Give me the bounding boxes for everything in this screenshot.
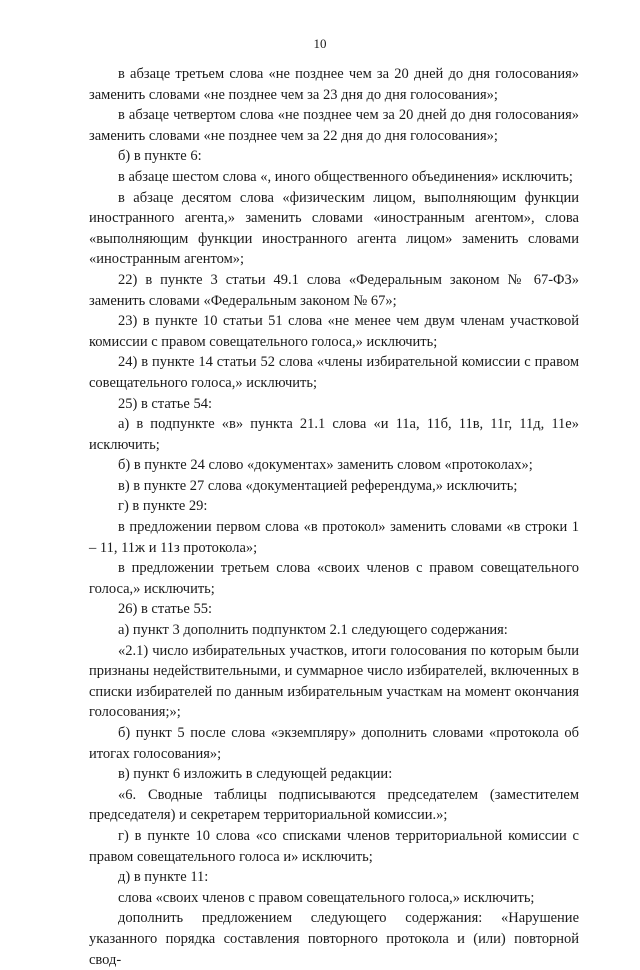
document-body: [89, 64, 579, 970]
paragraph: г) в пункте 29:: [118, 498, 208, 515]
paragraph: в абзаце десятом слова «физическим лицом, выполняющим функции иностранного агента,» заменить словами «иностранным агентом», слова «выполняющим функции иностранного агента лицом» заменить словами «иностранным агентом»;: [89, 189, 579, 268]
paragraph: в) пункт 6 изложить в следующей редакции:: [118, 766, 393, 783]
paragraph: б) в пункте 6:: [118, 148, 202, 165]
paragraph: «6. Сводные таблицы подписываются председателем (заместителем председателя) и секретарем территориальной комиссии.»;: [89, 786, 579, 824]
paragraph: в предложении третьем слова «своих членов с правом совещательного голоса,» исключить;: [89, 560, 579, 597]
paragraph: 26) в статье 55:: [118, 601, 212, 618]
paragraph: дополнить предложением следующего содержания: «Нарушение указанного порядка составления повторного протокола и (или) повторной свод-: [89, 910, 579, 968]
paragraph: в абзаце третьем слова «не позднее чем за 20 дней до дня голосования» заменить словами «не позднее чем за 23 дня до дня голосования»;: [89, 66, 579, 103]
paragraph: 24) в пункте 14 статьи 52 слова «члены избирательной комиссии с правом совещательного голоса,» исключить;: [89, 354, 579, 391]
paragraph: б) в пункте 24 слово «документах» заменить словом «протоколах»;: [118, 457, 533, 474]
paragraph: слова «своих членов с правом совещательного голоса,» исключить;: [118, 889, 535, 906]
paragraph: 23) в пункте 10 статьи 51 слова «не менее чем двум членам участковой комиссии с правом совещательного голоса,» исключить;: [89, 313, 579, 350]
paragraph: б) пункт 5 после слова «экземпляру» дополнить словами «протокола об итогах голосования»;: [89, 725, 579, 762]
paragraph: г) в пункте 10 слова «со списками членов территориальной комиссии с правом совещательного голоса и» исключить;: [89, 827, 579, 865]
paragraph: в абзаце четвертом слова «не позднее чем за 20 дней до дня голосования» заменить словами «не позднее чем за 22 дня до дня голосования»;: [89, 107, 579, 144]
paragraph: 25) в статье 54:: [118, 395, 212, 412]
paragraph: а) пункт 3 дополнить подпунктом 2.1 следующего содержания:: [118, 622, 508, 639]
paragraph: в предложении первом слова «в протокол» заменить словами «в строки 1 – 11, 11ж и 11з протокола»;: [89, 519, 579, 556]
paragraph: 22) в пункте 3 статьи 49.1 слова «Федеральным законом № 67-ФЗ» заменить словами «Федеральным законом № 67»;: [89, 271, 579, 309]
paragraph: д) в пункте 11:: [118, 869, 209, 886]
paragraph: в абзаце шестом слова «, иного общественного объединения» исключить;: [118, 168, 573, 185]
paragraph: «2.1) число избирательных участков, итоги голосования по которым были признаны недействительными, и суммарное число избирателей, включенных в списки избирателей по данным избирательным участкам на момент окончания голосования;»;: [89, 642, 579, 721]
paragraph: а) в подпункте «в» пункта 21.1 слова «и 11а, 11б, 11в, 11г, 11д, 11е» исключить;: [89, 416, 579, 453]
paragraph: в) в пункте 27 слова «документацией референдума,» исключить;: [118, 477, 518, 494]
page-number: 10: [313, 36, 327, 51]
